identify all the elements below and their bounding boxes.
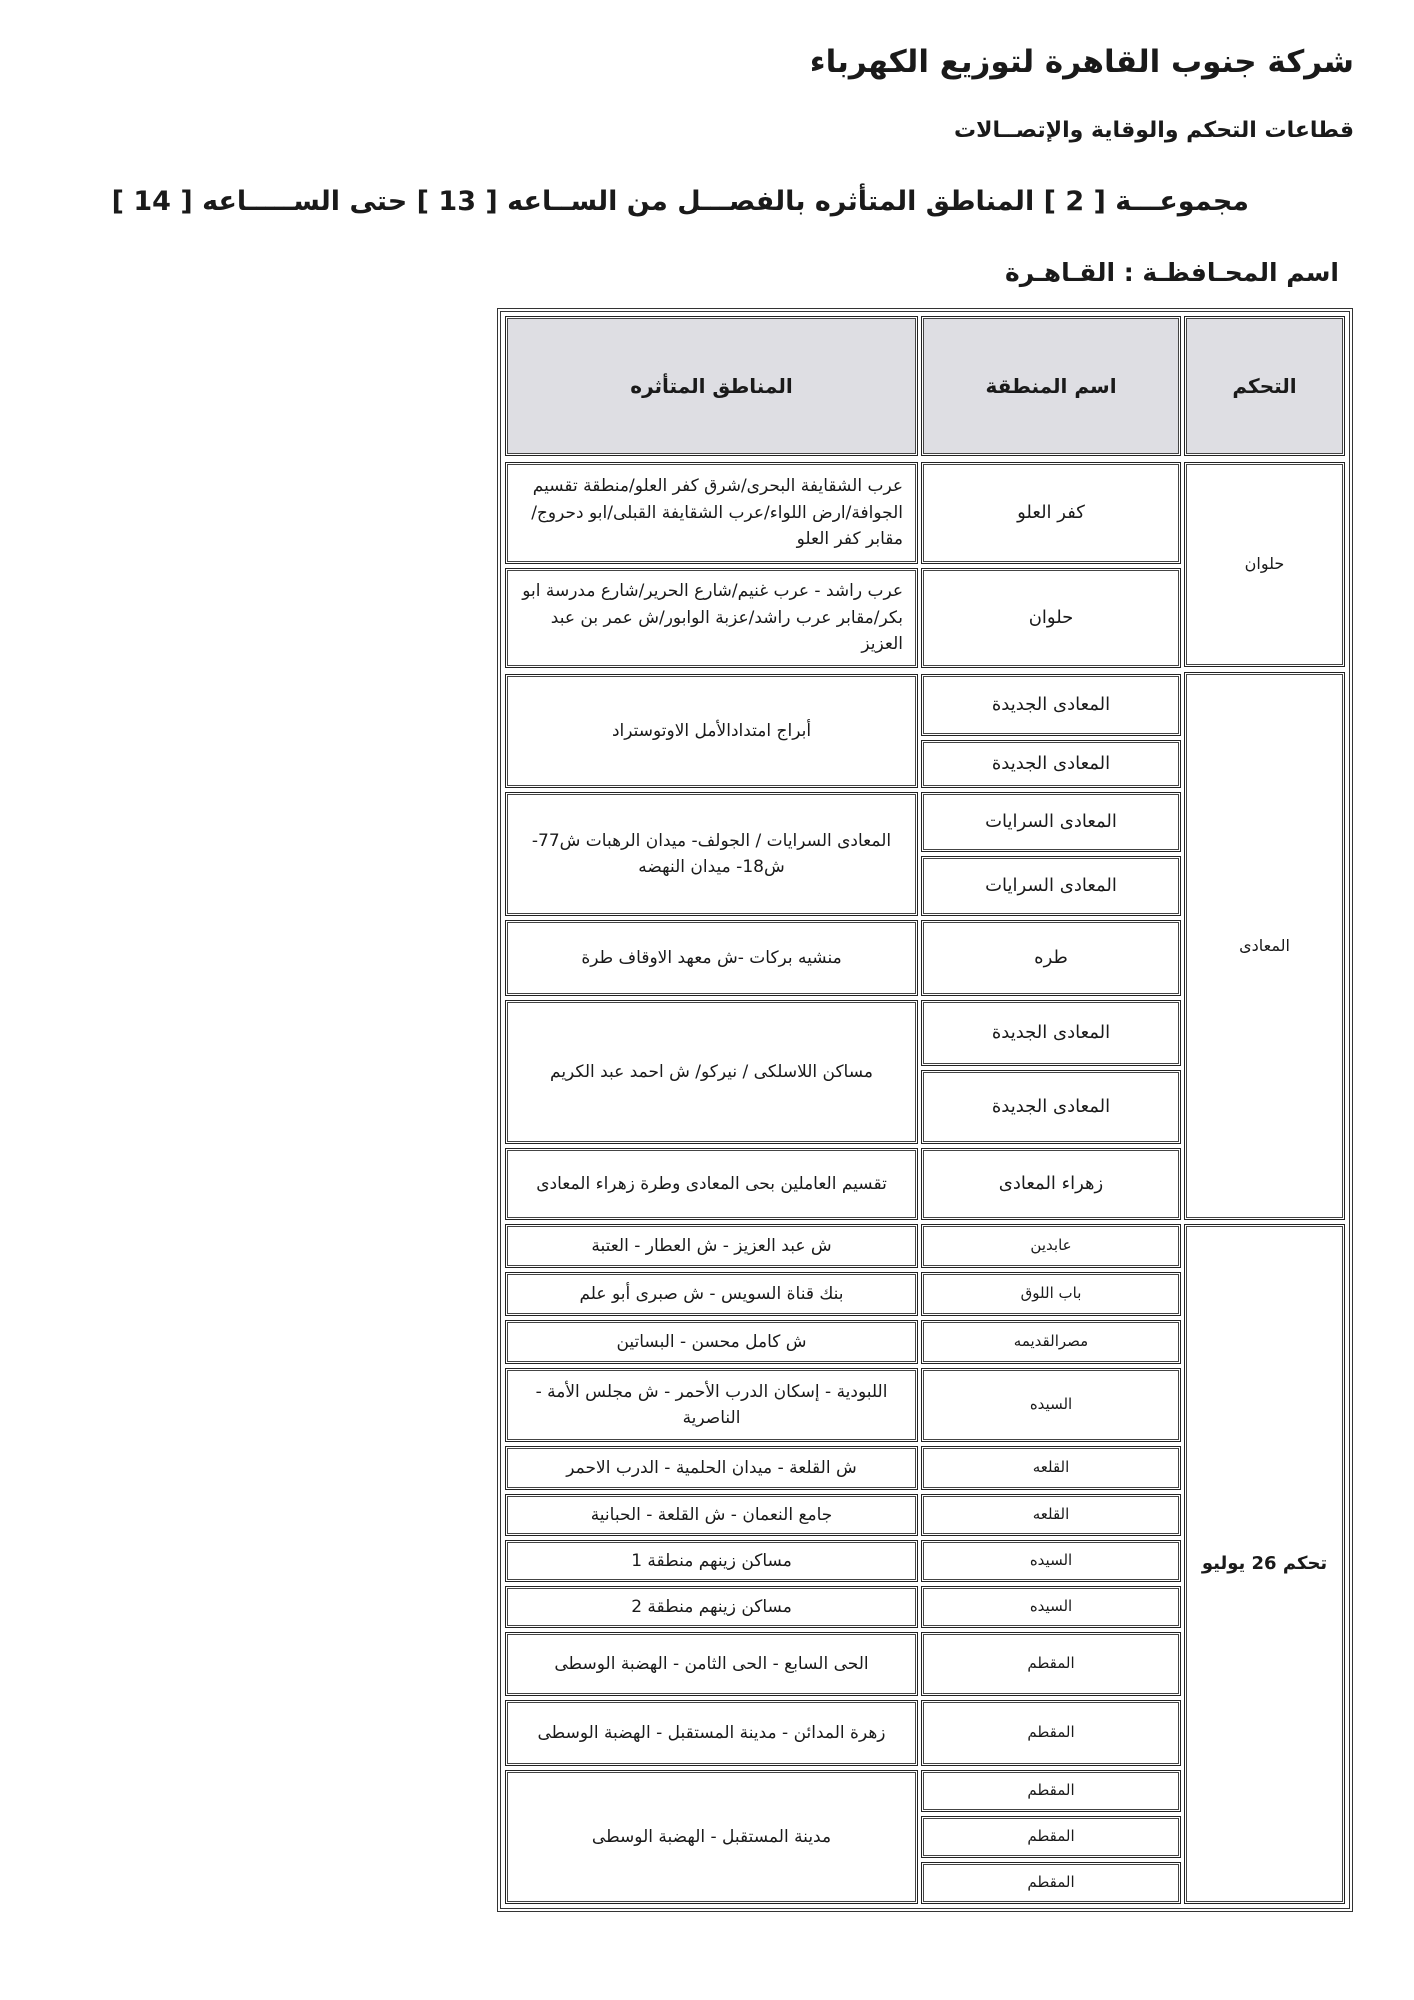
group-title: مجموعـــة [ 2 ] المناطق المتأثره بالفصـــل من الســاعه [ 13 ] حتى الســـــاعه [ 14 ] <box>111 186 1249 217</box>
control-helwan: حلوان <box>1184 462 1345 667</box>
affected-zones: اللبودية - إسكان الدرب الأحمر - ش مجلس الأمة - الناصرية <box>505 1368 918 1442</box>
control-maadi: المعادى <box>1184 672 1345 1220</box>
affected-zones: عرب الشقايفة البحرى/شرق كفر العلو/منطقة تقسيم الجوافة/ارض اللواء/عرب الشقايفة القبلى/ابو دحروج/مقابر كفر العلو <box>505 462 918 564</box>
affected-zones: ش كامل محسن - البساتين <box>505 1320 918 1364</box>
area-name: السيده <box>921 1540 1181 1582</box>
area-name: السيده <box>921 1586 1181 1628</box>
sector-name: قطاعات التحكم والوقاية والإتصــالات <box>953 118 1354 143</box>
affected-zones: المعادى السرايات / الجولف- ميدان الرهبات ش77-ش18- ميدان النهضه <box>505 792 918 916</box>
area-name: طره <box>921 920 1181 996</box>
area-name: مصرالقديمه <box>921 1320 1181 1364</box>
area-name: زهراء المعادى <box>921 1148 1181 1220</box>
area-name: المقطم <box>921 1770 1181 1812</box>
affected-zones: منشيه بركات -ش معهد الاوقاف طرة <box>505 920 918 996</box>
area-name: المعادى الجديدة <box>921 740 1181 788</box>
area-name: المعادى الجديدة <box>921 1070 1181 1144</box>
affected-zones: بنك قناة السويس - ش صبرى أبو علم <box>505 1272 918 1316</box>
control-26-july: تحكم 26 يوليو <box>1184 1224 1345 1904</box>
affected-zones: جامع النعمان - ش القلعة - الحبانية <box>505 1494 918 1536</box>
affected-zones: مساكن زينهم منطقة 2 <box>505 1586 918 1628</box>
header-area-name: اسم المنطقة <box>921 316 1181 456</box>
area-name: عابدين <box>921 1224 1181 1268</box>
area-name: القلعه <box>921 1494 1181 1536</box>
area-name: المعادى السرايات <box>921 856 1181 916</box>
area-name: حلوان <box>921 568 1181 668</box>
company-name: شركة جنوب القاهرة لتوزيع الكهرباء <box>809 44 1354 80</box>
area-name: السيده <box>921 1368 1181 1442</box>
area-name: المقطم <box>921 1816 1181 1858</box>
header-affected-zones: المناطق المتأثره <box>505 316 918 456</box>
affected-zones: مدينة المستقبل - الهضبة الوسطى <box>505 1770 918 1904</box>
area-name: القلعه <box>921 1446 1181 1490</box>
area-name: كفر العلو <box>921 462 1181 564</box>
area-name: باب اللوق <box>921 1272 1181 1316</box>
affected-zones: مساكن زينهم منطقة 1 <box>505 1540 918 1582</box>
area-name: المعادى الجديدة <box>921 674 1181 736</box>
affected-zones: مساكن اللاسلكى / نيركو/ ش احمد عبد الكريم <box>505 1000 918 1144</box>
affected-zones: الحى السابع - الحى الثامن - الهضبة الوسطى <box>505 1632 918 1696</box>
affected-zones: زهرة المدائن - مدينة المستقبل - الهضبة الوسطى <box>505 1700 918 1766</box>
area-name: المقطم <box>921 1632 1181 1696</box>
area-name: المقطم <box>921 1700 1181 1766</box>
affected-zones: عرب راشد - عرب غنيم/شارع الحرير/شارع مدرسة ابو بكر/مقابر عرب راشد/عزبة الوابور/ش عمر بن عبد العزيز <box>505 568 918 668</box>
governorate-label: اسم المحـافظـة : القـاهـرة <box>1004 258 1339 287</box>
outage-schedule-table <box>497 308 1353 1912</box>
affected-zones: أبراج امتدادالأمل الاوتوستراد <box>505 674 918 788</box>
affected-zones: ش القلعة - ميدان الحلمية - الدرب الاحمر <box>505 1446 918 1490</box>
area-name: المعادى السرايات <box>921 792 1181 852</box>
affected-zones: ش عبد العزيز - ش العطار - العتبة <box>505 1224 918 1268</box>
affected-zones: تقسيم العاملين بحى المعادى وطرة زهراء المعادى <box>505 1148 918 1220</box>
header-control: التحكم <box>1184 316 1345 456</box>
area-name: المعادى الجديدة <box>921 1000 1181 1066</box>
area-name: المقطم <box>921 1862 1181 1904</box>
